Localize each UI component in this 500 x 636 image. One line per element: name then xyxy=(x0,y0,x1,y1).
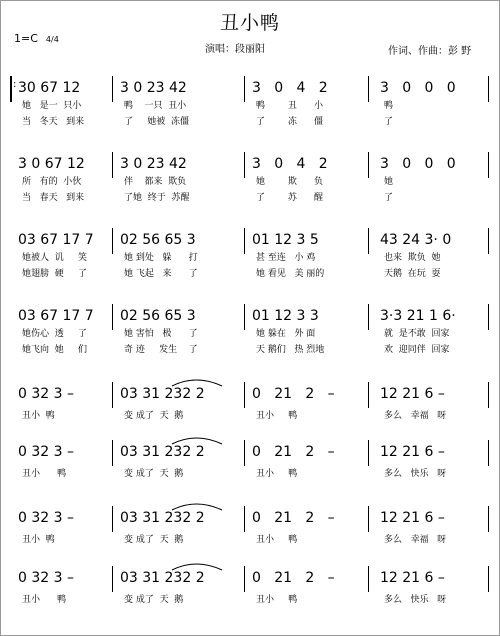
lyric-text: 变 成了 天 鹅 xyxy=(124,411,184,421)
lyric-text: 多么 幸福 呀 xyxy=(384,411,447,421)
measure: 12 21 6 – xyxy=(380,444,445,460)
lyric-text: 欢 迎同伴 回家 xyxy=(384,345,450,355)
lyric-text: 天鹅 在玩 耍 xyxy=(384,269,441,279)
barline xyxy=(112,304,113,330)
barline xyxy=(112,228,113,254)
measure: 43 24 3· 0 xyxy=(380,232,452,248)
lyric-text: 丑小 鸭 xyxy=(256,595,298,605)
barline xyxy=(244,566,245,592)
barline xyxy=(244,304,245,330)
barline xyxy=(112,382,113,408)
lyric-text: 当 冬天 到来 xyxy=(22,117,85,127)
lyric-text: 了 xyxy=(384,117,394,127)
barline xyxy=(488,76,489,102)
lyric-text: 所 有的 小伙 xyxy=(22,177,82,187)
barline xyxy=(244,440,245,466)
measure: 0 32 3 – xyxy=(18,570,74,586)
lyric-text: 她 到处 躲 打 xyxy=(124,253,198,263)
lyric-text: 变 成了 天 鹅 xyxy=(124,535,184,545)
barline xyxy=(244,76,245,102)
measure: 03 31 232 2 xyxy=(120,444,205,460)
lyric-text: 她 欺 负 xyxy=(256,177,324,187)
repeat-dots: : xyxy=(13,79,17,90)
measure: 0 21 2 – xyxy=(252,386,335,402)
measure: 0 21 2 – xyxy=(252,510,335,526)
lyric-text: 多么 幸福 呀 xyxy=(384,535,447,545)
lyric-text: 了 苏 醒 xyxy=(256,193,324,203)
lyric-text: 了 她被 冻僵 xyxy=(124,117,190,127)
measure: 03 31 232 2 xyxy=(120,386,205,402)
song-title: 丑小鸭 xyxy=(219,12,280,34)
measure: 0 32 3 – xyxy=(18,510,74,526)
measure: 0 21 2 – xyxy=(252,570,335,586)
lyric-text: 丑小 鸭 xyxy=(256,411,298,421)
lyric-text: 她 害怕 极 了 xyxy=(124,329,198,339)
barline xyxy=(368,506,369,532)
lyric-text: 多么 快乐 呀 xyxy=(384,469,447,479)
lyric-text: 当 春天 到来 xyxy=(22,193,85,203)
barline xyxy=(488,228,489,254)
composer-credit: 作词、作曲：彭 野 xyxy=(388,46,472,57)
lyric-text: 丑小 鸭 xyxy=(22,469,67,479)
lyric-text: 她伤心 透 了 xyxy=(22,329,88,339)
lyric-text: 鸭 丑 小 xyxy=(256,101,324,111)
barline xyxy=(244,506,245,532)
barline xyxy=(244,228,245,254)
time-signature: 4/4 xyxy=(45,35,59,44)
lyric-text: 了 xyxy=(384,193,394,203)
barline xyxy=(368,304,369,330)
measure: 3 0 23 42 xyxy=(120,80,187,96)
lyric-text: 丑小 鸭 xyxy=(256,469,298,479)
lyric-text: 鸭 xyxy=(384,101,394,111)
lyric-text: 她 躲在 外 面 xyxy=(256,329,316,339)
measure: 03 67 17 7 xyxy=(18,308,94,324)
barline xyxy=(368,152,369,178)
measure: 0 21 2 – xyxy=(252,444,335,460)
lyric-text: 变 成了 天 鹅 xyxy=(124,595,184,605)
measure: 03 31 232 2 xyxy=(120,570,205,586)
barline xyxy=(112,76,113,102)
lyric-text: 她 是一 只小 xyxy=(22,101,82,111)
lyric-text: 天 鹅们 热 烈地 xyxy=(256,345,325,355)
barline xyxy=(368,566,369,592)
lyric-text: 她 看见 美 丽的 xyxy=(256,269,325,279)
barline xyxy=(368,440,369,466)
barline xyxy=(112,440,113,466)
measure: 12 21 6 – xyxy=(380,510,445,526)
measure: 03 31 232 2 xyxy=(120,510,205,526)
measure: 0 32 3 – xyxy=(18,386,74,402)
key-signature xyxy=(14,32,59,45)
measure: 3·3 21 1 6· xyxy=(380,308,456,324)
measure: 3 0 0 0 xyxy=(380,156,456,172)
measure: 30 67 12 xyxy=(18,80,81,96)
measure: 03 67 17 7 xyxy=(18,232,94,248)
measure: 12 21 6 – xyxy=(380,570,445,586)
repeat-start-barline xyxy=(10,76,12,102)
barline xyxy=(488,440,489,466)
lyric-text: 鸭 一只 丑小 xyxy=(124,101,187,111)
barline xyxy=(488,152,489,178)
barline xyxy=(112,506,113,532)
lyric-text: 变 成了 天 鹅 xyxy=(124,469,184,479)
key-label: 1=C xyxy=(14,32,38,45)
measure: 3 0 4 2 xyxy=(252,156,328,172)
measure: 0 32 3 – xyxy=(18,444,74,460)
measure: 02 56 65 3 xyxy=(120,232,196,248)
lyric-text: 多么 快乐 呀 xyxy=(384,595,447,605)
measure: 3 0 67 12 xyxy=(18,156,85,172)
measure: 02 56 65 3 xyxy=(120,308,196,324)
lyric-text: 她 xyxy=(384,177,394,187)
lyric-text: 伴 都来 欺负 xyxy=(124,177,187,187)
lyric-text: 也来 欺负 她 xyxy=(384,253,441,263)
lyric-text: 丑小 鸭 xyxy=(22,535,55,545)
lyric-text: 丑小 鸭 xyxy=(22,411,55,421)
barline xyxy=(488,382,489,408)
lyric-text: 她飞向 她 们 xyxy=(22,345,88,355)
singer-credit: 演唱：段丽阳 xyxy=(205,44,265,55)
measure: 12 21 6 – xyxy=(380,386,445,402)
barline xyxy=(112,152,113,178)
barline xyxy=(368,382,369,408)
barline xyxy=(368,228,369,254)
lyric-text: 就 是不敢 回家 xyxy=(384,329,450,339)
measure: 3 0 23 42 xyxy=(120,156,187,172)
barline xyxy=(488,506,489,532)
lyric-text: 奇 迹 发生 了 xyxy=(124,345,198,355)
lyric-text: 了 冻 僵 xyxy=(256,117,324,127)
lyric-text: 丑小 鸭 xyxy=(256,535,298,545)
lyric-text: 丑小 鸭 xyxy=(22,595,67,605)
barline xyxy=(488,566,489,592)
barline xyxy=(112,566,113,592)
measure: 01 12 3 5 xyxy=(252,232,319,248)
measure: 01 12 3 3 xyxy=(252,308,319,324)
barline xyxy=(488,304,489,330)
measure: 3 0 0 0 xyxy=(380,80,456,96)
barline xyxy=(244,152,245,178)
barline xyxy=(244,382,245,408)
barline xyxy=(368,76,369,102)
lyric-text: 她翅膀 硬 了 xyxy=(22,269,88,279)
lyric-text: 了她 终于 苏醒 xyxy=(124,193,190,203)
lyric-text: 她 飞起 来 了 xyxy=(124,269,198,279)
lyric-text: 甚 至连 小 鸡 xyxy=(256,253,316,263)
lyric-text: 她被人 讥 笑 xyxy=(22,253,88,263)
measure: 3 0 4 2 xyxy=(252,80,328,96)
